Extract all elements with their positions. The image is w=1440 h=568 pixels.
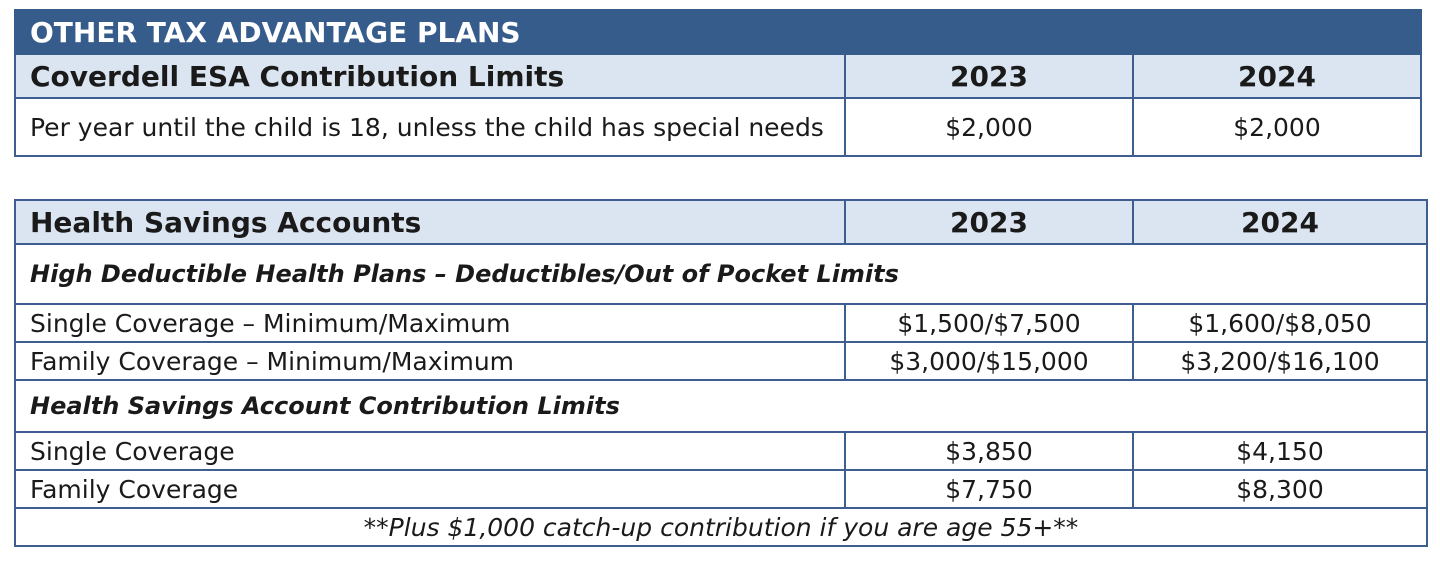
hsa-year-2024: 2024 [1133,200,1427,244]
table-row [15,342,1427,380]
table-row [15,304,1427,342]
row-value-2023: $2,000 [845,98,1133,156]
coverdell-year-2023: 2023 [845,54,1133,98]
section-heading-row [15,244,1427,304]
row-value-2024: $3,200/$16,100 [1133,342,1427,380]
hsa-header-row [15,200,1427,244]
hsa-table [14,199,1428,547]
row-value-2024: $1,600/$8,050 [1133,304,1427,342]
row-value-2023: $3,850 [845,432,1133,470]
table-row [15,470,1427,508]
section-heading-row [15,380,1427,432]
coverdell-year-2024: 2024 [1133,54,1421,98]
row-value-2023: $3,000/$15,000 [845,342,1133,380]
section-heading-contributions: Health Savings Account Contribution Limits [15,380,1427,432]
row-label: Single Coverage [15,432,845,470]
banner-title: OTHER TAX ADVANTAGE PLANS [15,10,1421,54]
coverdell-title: Coverdell ESA Contribution Limits [15,54,845,98]
row-value-2024: $8,300 [1133,470,1427,508]
table-row [15,98,1421,156]
row-value-2023: $1,500/$7,500 [845,304,1133,342]
row-value-2023: $7,750 [845,470,1133,508]
coverdell-table [14,9,1422,157]
section-heading-deductibles: High Deductible Health Plans – Deductibles/Out of Pocket Limits [15,244,1427,304]
table-row [15,432,1427,470]
row-label: Per year until the child is 18, unless the child has special needs [15,98,845,156]
row-value-2024: $4,150 [1133,432,1427,470]
coverdell-header-row [15,54,1421,98]
hsa-title: Health Savings Accounts [15,200,845,244]
banner-row [15,10,1421,54]
row-label: Family Coverage [15,470,845,508]
footnote-row [15,508,1427,546]
row-value-2024: $2,000 [1133,98,1421,156]
catch-up-footnote: **Plus $1,000 catch-up contribution if you are age 55+** [15,508,1427,546]
hsa-year-2023: 2023 [845,200,1133,244]
row-label: Single Coverage – Minimum/Maximum [15,304,845,342]
row-label: Family Coverage – Minimum/Maximum [15,342,845,380]
